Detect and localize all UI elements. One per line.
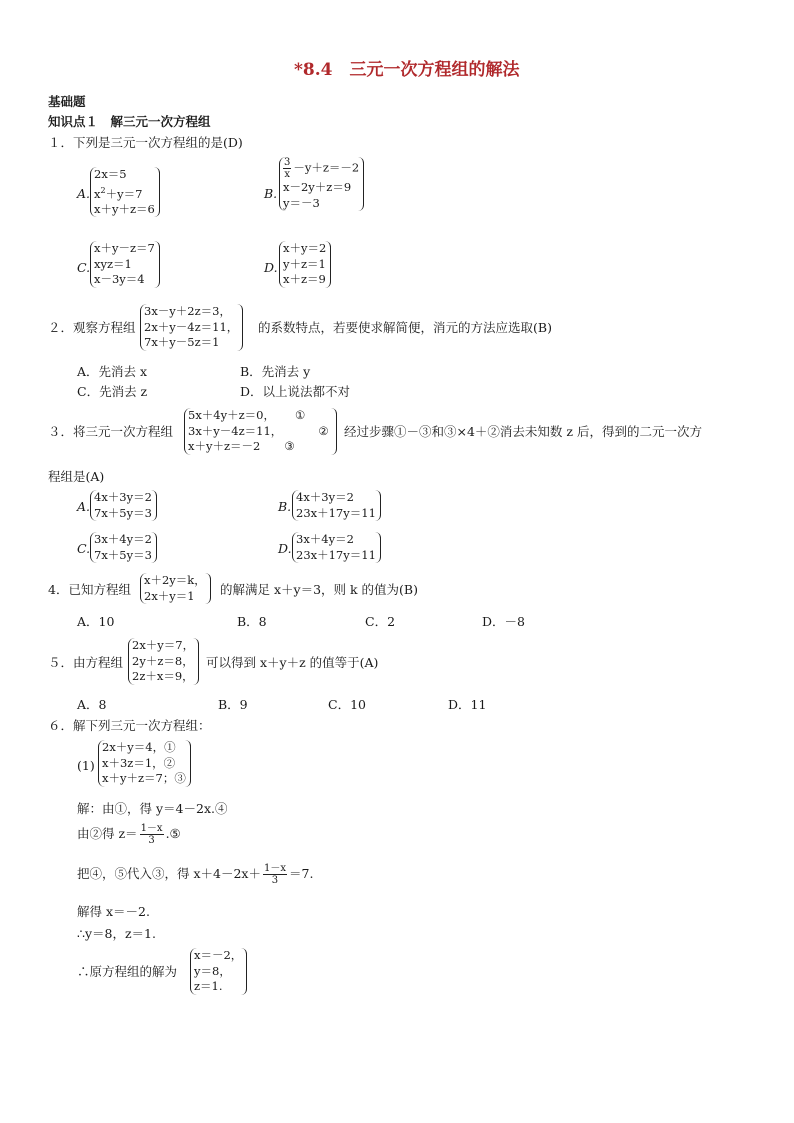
q4-system: [140, 573, 211, 604]
q2-option-a: A．先消去 x: [77, 364, 148, 379]
q4-option-a: A．10: [77, 614, 115, 629]
equation: x＋y＋z＝6: [94, 201, 155, 216]
equation: 2x＋y＝1: [144, 588, 195, 603]
q2-option-b: B．先消去 y: [240, 364, 311, 379]
q6-system: [98, 740, 191, 787]
q6-solution-step-4: 解得 x＝－2.: [77, 904, 150, 919]
equation: x＋y＝2: [283, 241, 327, 255]
equation: x＋z＝9: [283, 272, 326, 286]
q5-option-a: A．8: [77, 697, 107, 712]
q6-solution-step-5: ∴y＝8，z＝1.: [77, 926, 156, 941]
q1-option-b-label: B.: [264, 186, 278, 201]
equation: $x^2+y=7$: [94, 185, 143, 201]
equation: xyz＝1: [94, 256, 132, 271]
q5-option-b: B．9: [218, 697, 248, 712]
equation: 2x＝5: [94, 167, 127, 181]
q6-answer-system: [190, 948, 247, 995]
q3-stem-cont: 程组是(A): [48, 469, 105, 484]
q2-system: [140, 304, 243, 351]
q4-stem-post: 的解满足 x＋y＝3，则 k 的值为(B): [220, 582, 418, 597]
q3-option-b-system: [292, 490, 381, 521]
q3-stem-post: 经过步骤①－③和③×4＋②消去未知数 z 后，得到的二元一次方: [344, 424, 702, 439]
q1-option-b-system: [279, 157, 364, 211]
q4-option-d: D．－8: [482, 614, 525, 629]
equation: x＋y－z＝7: [94, 241, 155, 255]
equation: z＝1.: [194, 979, 223, 993]
q3-option-c-label: C.: [77, 541, 91, 556]
equation: 23x＋17y＝11: [296, 505, 376, 520]
q5-stem-post: 可以得到 x＋y＋z 的值等于(A): [206, 655, 379, 670]
q4-option-c: C．2: [365, 614, 396, 629]
equation: 23x＋17y＝11: [296, 547, 376, 562]
q3-option-c-system: [90, 532, 157, 563]
equation: 3x＋4y＝2: [94, 532, 152, 546]
q3-stem-pre: ３．将三元一次方程组: [48, 424, 174, 439]
q6-solution-step-3: 把④，⑤代入③，得 x＋4－2x＋ $\frac{1-x}{3}$ ＝7.: [77, 863, 314, 886]
q1-stem: １．下列是三元一次方程组的是(D): [48, 135, 243, 150]
section-heading: 基础题: [48, 94, 86, 109]
equation: x＋y＋z＝－2 ③: [188, 439, 295, 453]
equation: x＝－2，: [194, 948, 243, 962]
q5-option-d: D．11: [448, 697, 487, 712]
fraction: $\frac{1-x}{3}$: [263, 863, 286, 886]
equation: y＝8，: [194, 963, 231, 978]
knowledge-point-heading: 知识点１ 解三元一次方程组: [48, 114, 211, 129]
equation: 4x＋3y＝2: [296, 490, 354, 504]
q6-stem: ６．解下列三元一次方程组：: [48, 718, 211, 733]
equation: y＝－3: [283, 195, 320, 210]
equation: $\frac{3}{x}$ －y＋z＝－2: [284, 157, 360, 180]
equation: x＋y＋z＝7；③: [102, 771, 186, 785]
q2-option-c: C．先消去 z: [77, 384, 148, 399]
equation: 2y＋z＝8，: [132, 653, 194, 668]
equation-mark: ①: [295, 408, 306, 422]
q1-option-a-label: A.: [77, 186, 91, 201]
fraction: $\frac{1-x}{3}$: [140, 823, 163, 846]
equation: 2x＋y＝7，: [132, 638, 195, 652]
q5-stem-pre: ５．由方程组: [48, 655, 124, 670]
equation: 7x＋5y＝3: [94, 547, 152, 562]
q3-option-a-label: A.: [77, 499, 91, 514]
q3-system: [184, 408, 337, 455]
q6-solution-step-1: 解：由①，得 y＝4－2x.④: [77, 801, 228, 816]
equation: 2z＋x＝9，: [132, 669, 194, 683]
equation: 5x＋4y＋z＝0， ①: [188, 408, 306, 422]
equation: 3x－y＋2z＝3，: [144, 304, 231, 318]
q6-solution-step-2: 由②得 z＝ $\frac{1-x}{3}$ .⑤: [77, 823, 181, 846]
q6-part-label: (1): [77, 758, 95, 773]
q5-system: [128, 638, 199, 685]
q3-option-d-system: [292, 532, 381, 563]
equation: 7x＋y－5z＝1: [144, 335, 220, 349]
equation: x＋2y＝k，: [144, 573, 206, 587]
q2-stem-post: 的系数特点，若要使求解简便，消元的方法应选取(B): [258, 320, 552, 335]
q6-solution-step-6: ∴原方程组的解为: [77, 964, 178, 979]
equation: x＋3z＝1，②: [102, 755, 176, 770]
equation: x－2y＋z＝9: [283, 180, 352, 194]
q1-option-c-label: C.: [77, 260, 91, 275]
q3-option-d-label: D.: [278, 541, 292, 556]
equation: 3x＋y－4z＝11， ②: [188, 423, 329, 438]
q2-stem-pre: ２．观察方程组: [48, 320, 136, 335]
equation: 3x＋4y＝2: [296, 532, 354, 546]
q1-option-c-system: [90, 241, 160, 288]
equation-mark: ②: [318, 423, 329, 438]
q1-option-d-system: [279, 241, 331, 288]
equation: 7x＋5y＝3: [94, 505, 152, 520]
equation-mark: ③: [284, 439, 295, 453]
equation: y＋z＝1: [283, 256, 326, 271]
q1-option-a-system: [90, 167, 160, 217]
q5-option-c: C．10: [328, 697, 366, 712]
q3-option-a-system: [90, 490, 157, 521]
q2-option-d: D．以上说法都不对: [240, 384, 351, 399]
q1-option-d-label: D.: [264, 260, 278, 275]
equation: 2x＋y－4z＝11，: [144, 319, 239, 334]
q4-stem-pre: 4．已知方程组: [48, 582, 131, 597]
q4-option-b: B．8: [237, 614, 267, 629]
equation: x－3y＝4: [94, 272, 145, 286]
equation: 2x＋y＝4，①: [102, 740, 176, 754]
q3-option-b-label: B.: [278, 499, 292, 514]
equation: 4x＋3y＝2: [94, 490, 152, 504]
page-title: *8.4 三元一次方程组的解法: [294, 60, 520, 80]
